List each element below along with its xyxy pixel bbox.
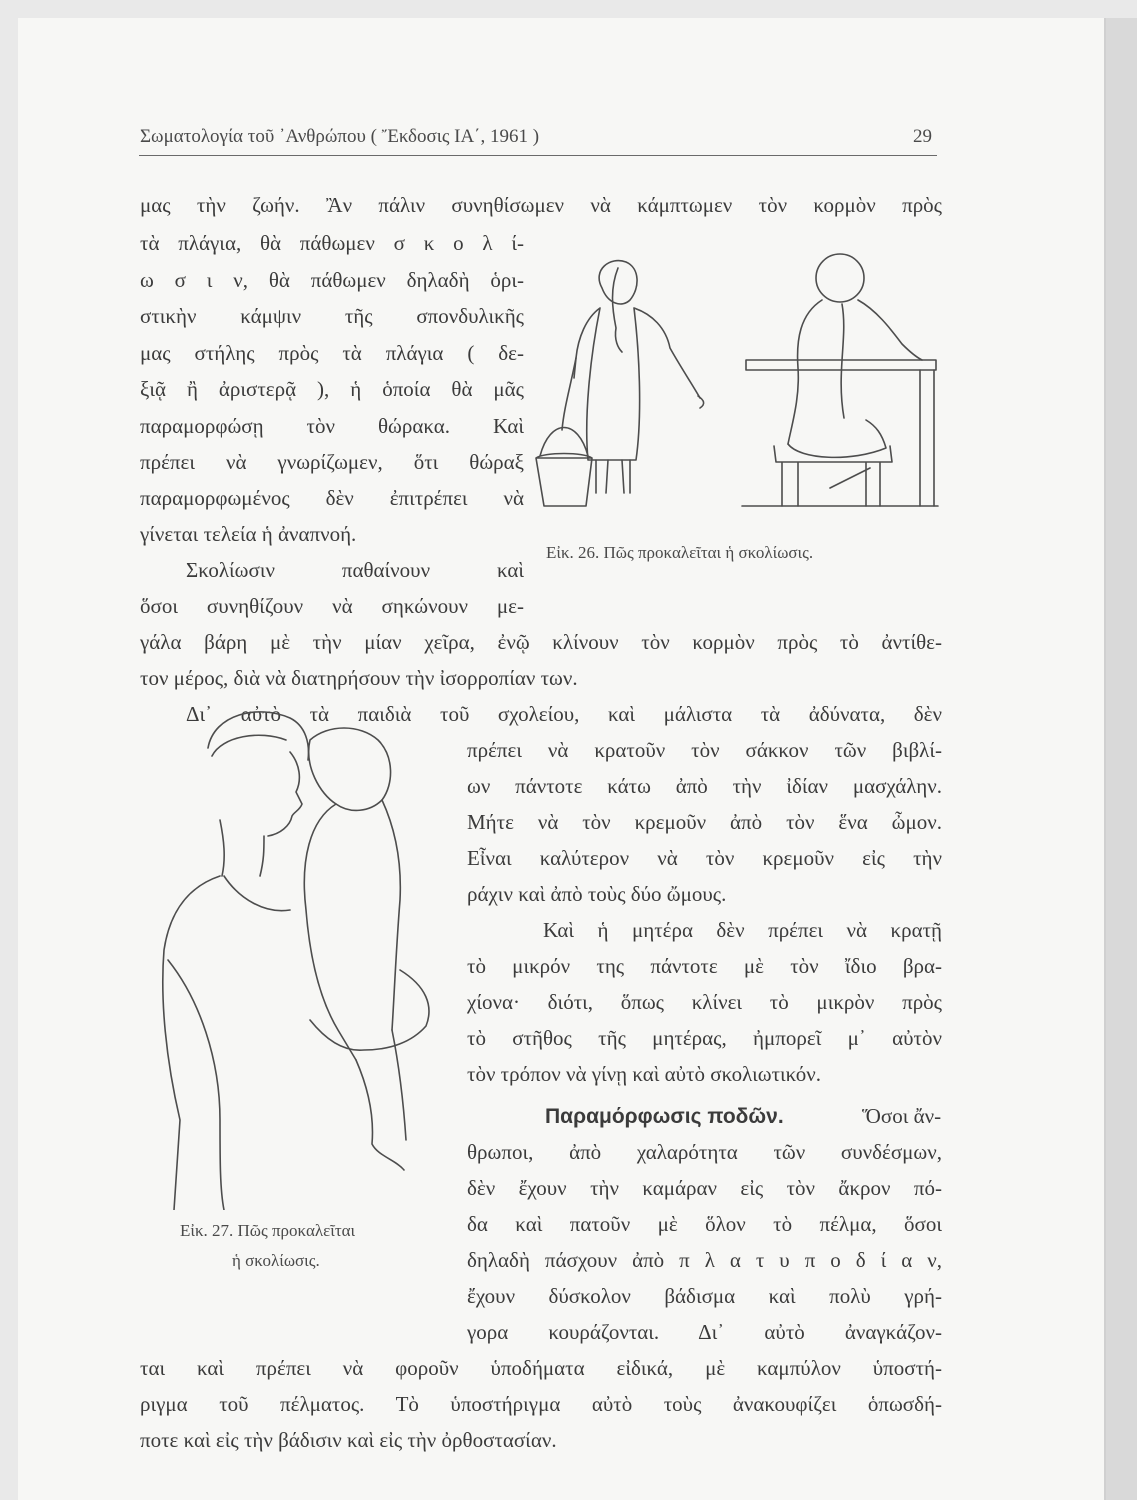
text-line-27: θρωποι, ἀπὸ χαλαρότητα τῶν συνδέσμων, [467,1140,942,1164]
girl-arm-left [562,358,576,430]
text-line-01: μας τὴν ζωήν. Ἂν πάλιν συνηθίσωμεν νὰ κάμπτωμεν τὸν κορμὸν πρὸς [140,193,942,217]
boy-hips [788,420,886,457]
stool [774,446,892,506]
text-line-34: ριγμα τοῦ πέλματος. Τὸ ὑποστήριγμα αὐτὸ τοὺς ἀνακουφίζει ὁπωσδή- [140,1392,942,1416]
text-line-08: πρέπει νὰ γνωρίζωμεν, ὅτι θώραξ [140,450,524,474]
section-heading: Παραμόρφωσις ποδῶν. [545,1105,784,1128]
text-line-31: ἔχουν δύσκολον βάδισμα καὶ πολὺ γρή- [467,1284,942,1308]
text-line-21: Καὶ ἡ μητέρα δὲν πρέπει νὰ κρατῇ [543,918,942,942]
page-number: 29 [913,126,932,147]
figure-27-caption-line1: Εἰκ. 27. Πῶς προκαλεῖται [180,1221,356,1240]
girl-hand-right [698,396,704,408]
text-line-15: Δι᾽ αὐτὸ τὰ παιδιὰ τοῦ σχολείου, καὶ μάλιστα τὰ ἀδύνατα, δὲν [186,702,942,726]
text-line-14: τον μέρος, διὰ νὰ διατηρήσουν τὴν ἰσορροπίαν των. [140,666,578,690]
text-line-26: Ὅσοι ἄν- [862,1104,942,1128]
text-line-23: χίονα· διότι, ὅπως κλίνει τὸ μικρὸν πρὸς [467,990,942,1014]
mother-hair [208,712,308,760]
girl-head [599,261,637,304]
text-line-35: ποτε καὶ εἰς τὴν βάδισιν καὶ εἰς τὴν ὀρθοστασίαν. [140,1428,557,1452]
boy-back [788,300,922,444]
bucket [536,428,592,507]
text-line-32: γορα κουράζονται. Δι᾽ αὐτὸ ἀναγκάζον- [467,1320,942,1344]
child-head [309,728,391,810]
scanner-edge [1104,18,1137,1500]
text-line-07: παραμορφώσῃ τὸν θώρακα. Καὶ [140,414,524,438]
text-line-25: τὸν τρόπον νὰ γίνῃ καὶ αὐτὸ σκολιωτικόν. [467,1062,822,1086]
girl-body [574,308,700,460]
text-line-03: ω σ ι ν, θὰ πάθωμεν δηλαδὴ ὁρι- [140,268,524,292]
text-line-24: τὸ στῆθος τῆς μητέρας, ἠμπορεῖ μ᾽ αὐτὸν [467,1026,942,1050]
figure-27-illustration [160,700,460,1210]
text-line-13: γάλα βάρη μὲ τὴν μίαν χεῖρα, ἐνῷ κλίνουν τὸν κορμὸν πρὸς τὸ ἀντίθε- [140,630,942,654]
text-line-05: μας στήλης πρὸς τὰ πλάγια ( δε- [140,341,524,365]
child-body [304,800,400,1060]
figure-26-caption: Εἰκ. 26. Πῶς προκαλεῖται ἡ σκολίωσις. [546,543,814,562]
desk-side [920,370,934,506]
text-line-33: ται καὶ πρέπει νὰ φοροῦν ὑποδήματα εἰδικά, μὲ καμπύλον ὑποστή- [140,1356,942,1380]
mother-collar [224,876,290,911]
text-line-09: παραμορφωμένος δὲν ἐπιτρέπει νὰ [140,486,524,510]
text-line-02: τὰ πλάγια, θὰ πάθωμεν σ κ ο λ ί- [140,231,524,255]
text-line-28: δὲν ἔχουν τὴν καμάραν εἰς τὸν ἄκρον πό- [467,1176,942,1200]
text-line-06: ξιᾷ ἢ ἀριστερᾷ ), ἡ ὁποία θὰ μᾶς [140,377,524,401]
text-line-20: ράχιν καὶ ἀπὸ τοὺς δύο ὤμους. [467,882,727,906]
text-line-10: γίνεται τελεία ἡ ἀναπνοή. [140,522,357,546]
running-title: Σωματολογία τοῦ ᾽Ανθρώπου ( Ἔκδοσις ΙΑ΄, 1961 ) [140,126,540,147]
text-line-16: πρέπει νὰ κρατοῦν τὸν σάκκον τῶν βιβλί- [467,738,942,762]
figure-26-illustration [530,248,940,508]
text-line-04: στικὴν κάμψιν τῆς σπονδυλικῆς [140,304,524,328]
text-line-30: δηλαδὴ πάσχουν ἀπὸ π λ α τ υ π ο δ ί α ν, [467,1248,942,1272]
text-line-12: ὅσοι συνηθίζουν νὰ σηκώνουν με- [140,594,524,618]
boy-head [816,254,864,302]
mother-shoulder [163,876,220,1210]
text-line-11: Σκολίωσιν παθαίνουν καὶ [186,558,524,582]
girl-legs [596,460,630,493]
boy-spine [841,304,844,418]
text-line-17: ων πάντοτε κάτω ἀπὸ τὴν ἰδίαν μασχάλην. [467,774,942,798]
mother-neck [220,820,264,876]
child-legs [356,1030,406,1170]
text-line-19: Εἶναι καλύτερον νὰ τὸν κρεμοῦν εἰς τὴν [467,846,942,870]
girl-braid [613,268,623,352]
text-line-29: δα καὶ πατοῦν μὲ ὅλον τὸ πέλμα, ὅσοι [467,1212,942,1236]
text-line-18: Μήτε νὰ τὸν κρεμοῦν ἀπὸ τὸν ἕνα ὦμον. [467,810,942,834]
figure-27-caption-line2: ἡ σκολίωσις. [232,1251,320,1270]
text-line-22: τὸ μικρόν της πάντοτε μὲ τὸν ἴδιο βρα- [467,954,942,978]
header-rule [139,155,937,156]
mother-face [268,752,302,836]
